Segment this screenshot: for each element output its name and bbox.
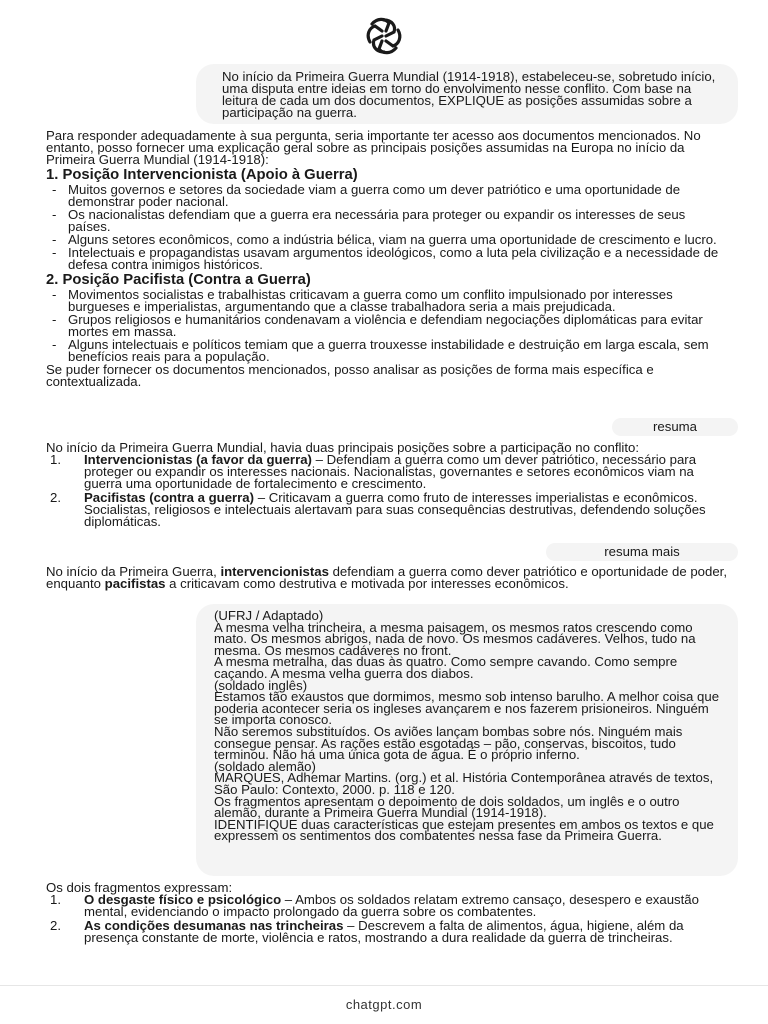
user-message: [196, 64, 738, 124]
user-message-text: resuma mais: [604, 544, 680, 559]
bullet-list: [46, 184, 730, 271]
assistant-message: [46, 442, 730, 530]
list-item-text: – Ambos os soldados relatam extremo cansaço, desespero e exaustão mental, evidenciando o impacto prolongado da guerra sobre os combatentes.: [84, 892, 699, 919]
text-bold: intervencionistas: [220, 564, 329, 579]
list-number: 2.: [50, 490, 61, 505]
chatgpt-logo-icon: [362, 14, 406, 58]
list-number: 1.: [50, 452, 61, 467]
assistant-message: [46, 130, 730, 388]
assistant-intro: No início da Primeira Guerra Mundial, havia duas principais posições sobre a participação no conflito:: [46, 440, 640, 455]
list-item: - Grupos religiosos e humanitários condenavam a violência e defendiam negociações diplomáticas para evitar mortes em massa.: [46, 314, 730, 338]
list-item-title: As condições desumanas nas trincheiras: [84, 918, 344, 933]
user-message: [546, 543, 738, 561]
numbered-list: [46, 454, 730, 528]
list-item-text: – Descrevem a falta de alimentos, água, higiene, além da presença constante de morte, violência e ratos, mostrando a dura realidade da guerra de trincheiras.: [84, 918, 684, 945]
list-item: [46, 454, 730, 490]
section-heading: 1. Posição Intervencionista (Apoio à Guerra): [46, 167, 358, 183]
list-item: - Movimentos socialistas e trabalhistas criticavam a guerra como um conflito impulsionado por interesses burgueses e imperialistas, argumentando que a classe trabalhadora seria a mais prejudicada.: [46, 289, 730, 313]
user-message-text: (UFRJ / Adaptado) A mesma velha trincheira, a mesma paisagem, os mesmos ratos crescendo como mato. Os mesmos abrigos, nada de novo. Os mesmos cadáveres. Velhos, tudo na mesma. Os mesmos cadáveres no front. A mesma metralha, das duas às quatro. Como sempre cavando. Como sempre caçando. A mesma velha guerra dos diabos. (soldado inglês) Estamos tão exaustos que dormimos, mesmo sob intenso barulho. A melhor coisa que poderia acontecer seria os ingleses avançarem e nos fazerem prisioneiros. Ninguém se importa conosco. Não seremos substituídos. Os aviões lançam bombas sobre nós. Ninguém mais consegue pensar. As rações estão esgotadas – pão, conservas, biscoitos, tudo terminou. Não há uma única gota de água. É o próprio inferno. (soldado alemão) MARQUES, Adhemar Martins. (org.) et al. História Contemporânea através de textos, São Paulo: Contexto, 2000. p. 118 e 120. Os fragmentos apresentam o depoimento de dois soldados, um inglês e o outro alemão, durante a Primeira Guerra Mundial (1914-1918). IDENTIFIQUE duas características que estejam presentes em ambos os textos e que expressem os sentimentos dos combatentes nessa fase da Primeira Guerra.: [214, 608, 720, 844]
list-item: - Alguns intelectuais e políticos temiam que a guerra trouxesse instabilidade e destruição em larga escala, sem benefícios reais para a população.: [46, 339, 730, 363]
list-item: [46, 894, 730, 918]
list-item: [46, 492, 730, 528]
assistant-intro: Para responder adequadamente à sua pergunta, seria importante ter acesso aos documentos mencionados. No entanto, posso fornecer uma explicação geral sobre as principais posições assumidas na Europa no início da Primeira Guerra Mundial (1914-1918):: [46, 128, 701, 167]
assistant-intro: Os dois fragmentos expressam:: [46, 880, 233, 895]
list-item-title: Intervencionistas (a favor da guerra): [84, 452, 312, 467]
chatgpt-logo-graphic: [362, 14, 406, 58]
list-item-title: O desgaste físico e psicológico: [84, 892, 282, 907]
list-item-text: – Defendiam a guerra como um dever patriótico, necessário para proteger ou expandir os interesses nacionais. Nacionalistas, governantes e setores econômicos viam na guerra uma oportunidade de fortalecimento e crescimento.: [84, 452, 697, 491]
assistant-message: [46, 882, 730, 946]
text-part: a criticavam como destrutiva e motivada por interesses econômicos.: [165, 576, 569, 591]
list-item: [46, 920, 730, 944]
assistant-message: [46, 566, 730, 590]
list-item: - Alguns setores econômicos, como a indústria bélica, viam na guerra uma oportunidade de crescimento e lucro.: [46, 234, 730, 246]
user-message: [612, 418, 738, 436]
bullet-list: [46, 289, 730, 363]
footer-divider: [0, 985, 768, 986]
text-bold: pacifistas: [104, 576, 166, 591]
assistant-text: [46, 566, 730, 590]
footer-domain[interactable]: chatgpt.com: [345, 997, 423, 1012]
list-item-text: – Criticavam a guerra como fruto de interesses imperialistas e econômicos. Socialistas, religiosos e intelectuais alertavam para suas consequências destrutivas, defendendo soluções diplomáticas.: [84, 490, 706, 529]
section-heading: 2. Posição Pacifista (Contra a Guerra): [46, 272, 311, 288]
user-message-text: resuma: [653, 419, 697, 434]
list-item: - Os nacionalistas defendiam que a guerra era necessária para proteger ou expandir os interesses de seus países.: [46, 209, 730, 233]
numbered-list: [46, 894, 730, 944]
list-item: - Muitos governos e setores da sociedade viam a guerra como um dever patriótico e uma oportunidade de demonstrar poder nacional.: [46, 184, 730, 208]
list-item: - Intelectuais e propagandistas usavam argumentos ideológicos, como a luta pela civilização e a necessidade de defesa contra inimigos históricos.: [46, 247, 730, 271]
text-part: No início da Primeira Guerra,: [46, 564, 221, 579]
user-message-text: No início da Primeira Guerra Mundial (1914-1918), estabeleceu-se, sobretudo início, uma disputa entre ideias em torno do envolvimento nesse conflito. Com base na leitura de cada um dos documentos, EXPLIQUE as posições assumidas sobre a participação na guerra.: [222, 69, 716, 120]
assistant-closing: Se puder fornecer os documentos mencionados, posso analisar as posições de forma mais específica e contextualizada.: [46, 362, 654, 389]
user-message: [196, 604, 738, 876]
text-part: defendiam a guerra como dever patriótico e oportunidade de poder, enquanto: [46, 564, 727, 591]
list-number: 1.: [50, 892, 61, 907]
list-item-title: Pacifistas (contra a guerra): [84, 490, 255, 505]
list-number: 2.: [50, 918, 61, 933]
